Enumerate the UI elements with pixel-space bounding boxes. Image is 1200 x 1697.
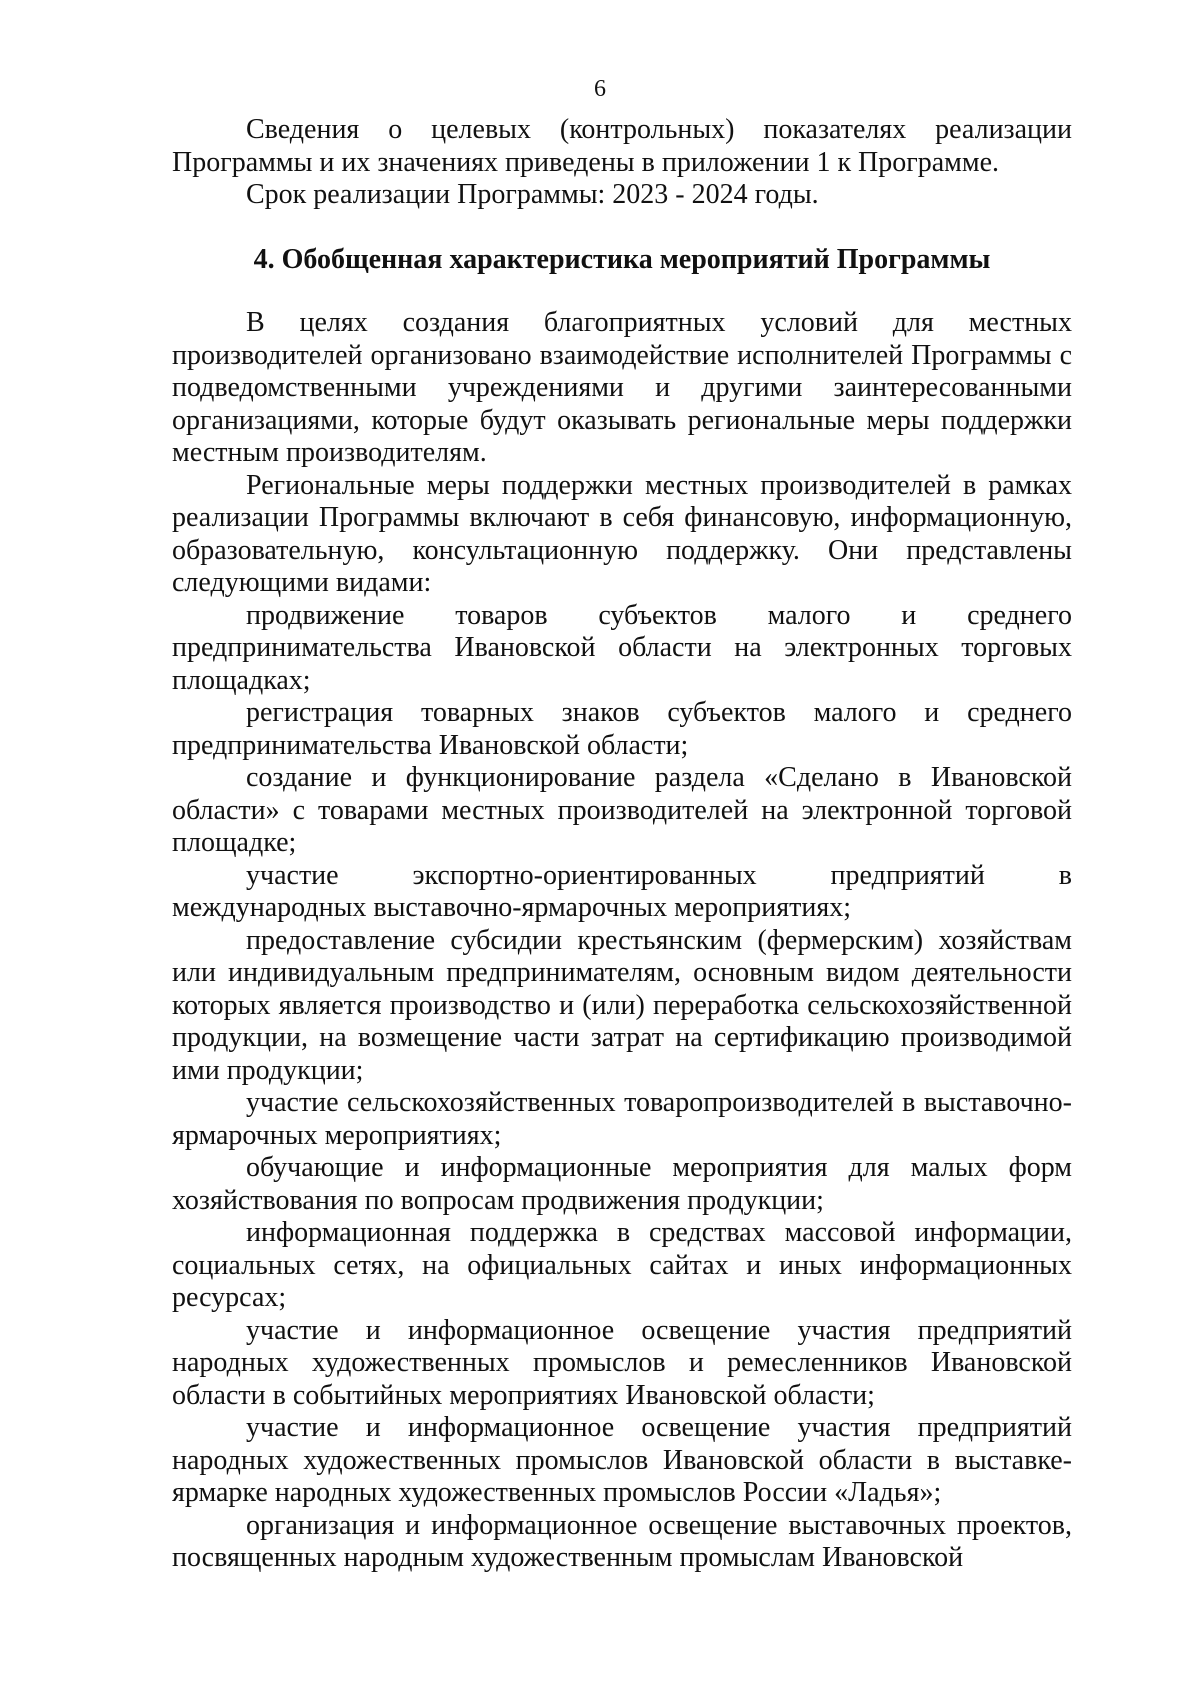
measure-item: регистрация товарных знаков субъектов малого и среднего предпринимательства Ивановской области; [172,697,1072,761]
measure-item: создание и функционирование раздела «Сделано в Ивановской области» с товарами местных производителей на электронной торговой площадке; [172,762,1072,858]
page-number: 6 [594,76,606,102]
measure-item: участие экспортно-ориентированных предприятий в международных выставочно-ярмарочных мероприятиях; [172,859,1072,923]
measure-item: продвижение товаров субъектов малого и среднего предпринимательства Ивановской области на электронных торговых площадках; [172,599,1072,696]
paragraph-interaction: В целях создания благоприятных условий для местных производителей организовано взаимодействие исполнителей Программы с подведомственными учреждениями и другими заинтересованными организациями, которые будут оказывать региональные меры поддержки местным производителям. [172,307,1072,468]
measure-item: информационная поддержка в средствах массовой информации, социальных сетях, на официальных сайтах и иных информационных ресурсах; [172,1217,1072,1313]
paragraph-support-measures: Региональные меры поддержки местных производителей в рамках реализации Программы включают в себя финансовую, информационную, образовательную, консультационную поддержку. Они представлены следующими видами: [172,469,1072,598]
measure-item: обучающие и информационные мероприятия для малых форм хозяйствования по вопросам продвижения продукции; [172,1152,1072,1216]
measure-item: предоставление субсидии крестьянским (фермерским) хозяйствам или индивидуальным предпринимателям, основным видом деятельности которых является производство и (или) переработка сельскохозяйственной продукции, на возмещение части затрат на сертификацию производимой ими продукции; [172,924,1072,1086]
measure-item: участие и информационное освещение участия предприятий народных художественных промыслов и ремесленников Ивановской области в событийных мероприятиях Ивановской области; [172,1314,1072,1411]
section-heading: 4. Обобщенная характеристика мероприятий Программы [253,243,991,275]
measure-item: организация и информационное освещение выставочных проектов, посвященных народным художественным промыслам Ивановской [172,1509,1072,1573]
paragraph-implementation-period: Срок реализации Программы: 2023 - 2024 годы. [246,179,819,210]
measure-item: участие сельскохозяйственных товаропроизводителей в выставочно-ярмарочных мероприятиях; [172,1087,1072,1151]
measure-item: участие и информационное освещение участия предприятий народных художественных промыслов Ивановской области в выставке-ярмарке народных художественных промыслов России «Ладья»; [172,1412,1072,1508]
document-body [172,114,1072,1575]
paragraph-indicators-info: Сведения о целевых (контрольных) показателях реализации Программы и их значениях приведены в приложении 1 к Программе. [172,114,1072,178]
